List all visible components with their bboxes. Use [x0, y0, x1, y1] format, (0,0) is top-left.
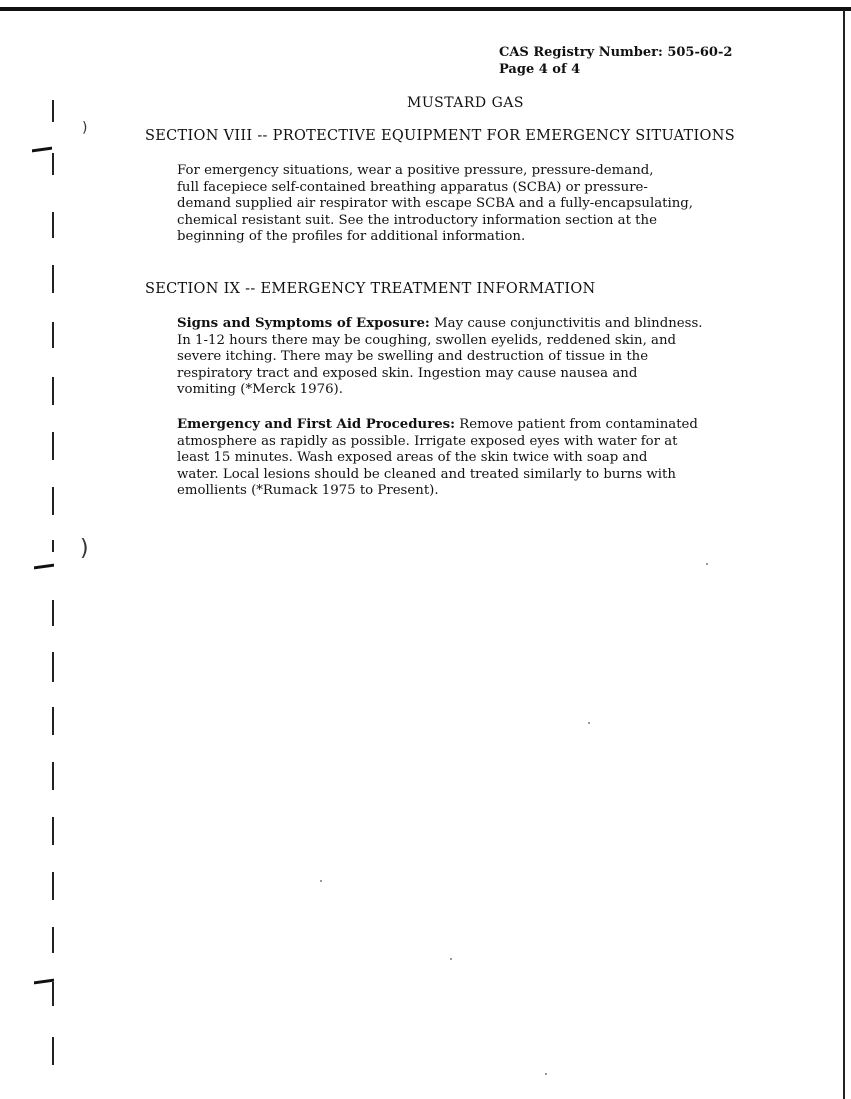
signs-and-symptoms-text: May cause conjunctivitis and blindness. In 1-12 hours there may be coughing, swollen eyelids, reddened skin, and severe itching. There may be swelling and destruction of tissue in the respiratory tract and exposed skin. Ingestion may cause nausea and vomiting (*Merck 1976).: [177, 316, 703, 398]
scan-speck: [706, 563, 708, 565]
first-aid-paragraph: [177, 417, 777, 500]
signs-and-symptoms-paragraph: [177, 316, 777, 399]
section-ix-heading: SECTION IX -- EMERGENCY TREATMENT INFORMATION: [145, 281, 596, 297]
first-aid-text: Remove patient from contaminated atmosphere as rapidly as possible. Irrigate exposed eyes with water for at least 15 minutes. Wash exposed areas of the skin twice with soap and water. Local lesions should be cleaned and treated similarly to burns with emollients (*Rumack 1975 to Present).: [177, 417, 698, 499]
page-number: Page 4 of 4: [499, 62, 581, 77]
first-aid-label: Emergency and First Aid Procedures:: [177, 417, 456, 432]
section-viii-body: For emergency situations, wear a positive pressure, pressure-demand, full facepiece self-contained breathing apparatus (SCBA) or pressure- demand supplied air respirator with escape SCBA and a fully-encapsulating, chemical resistant suit. See the introductory information section at the beginning of the profiles for additional information.: [177, 163, 694, 245]
document-title: MUSTARD GAS: [406, 95, 524, 111]
scan-speck: [545, 1073, 547, 1075]
page-header: [499, 44, 732, 78]
scan-speck: [320, 880, 322, 882]
scan-speck: [450, 958, 452, 960]
section-viii-heading: SECTION VIII -- PROTECTIVE EQUIPMENT FOR EMERGENCY SITUATIONS: [145, 128, 735, 144]
scan-speck: [588, 722, 590, 724]
right-page-edge: [843, 10, 845, 1099]
top-border-rule: [0, 7, 851, 11]
signs-and-symptoms-label: Signs and Symptoms of Exposure:: [177, 316, 430, 331]
cas-registry-number: CAS Registry Number: 505-60-2: [499, 45, 733, 60]
